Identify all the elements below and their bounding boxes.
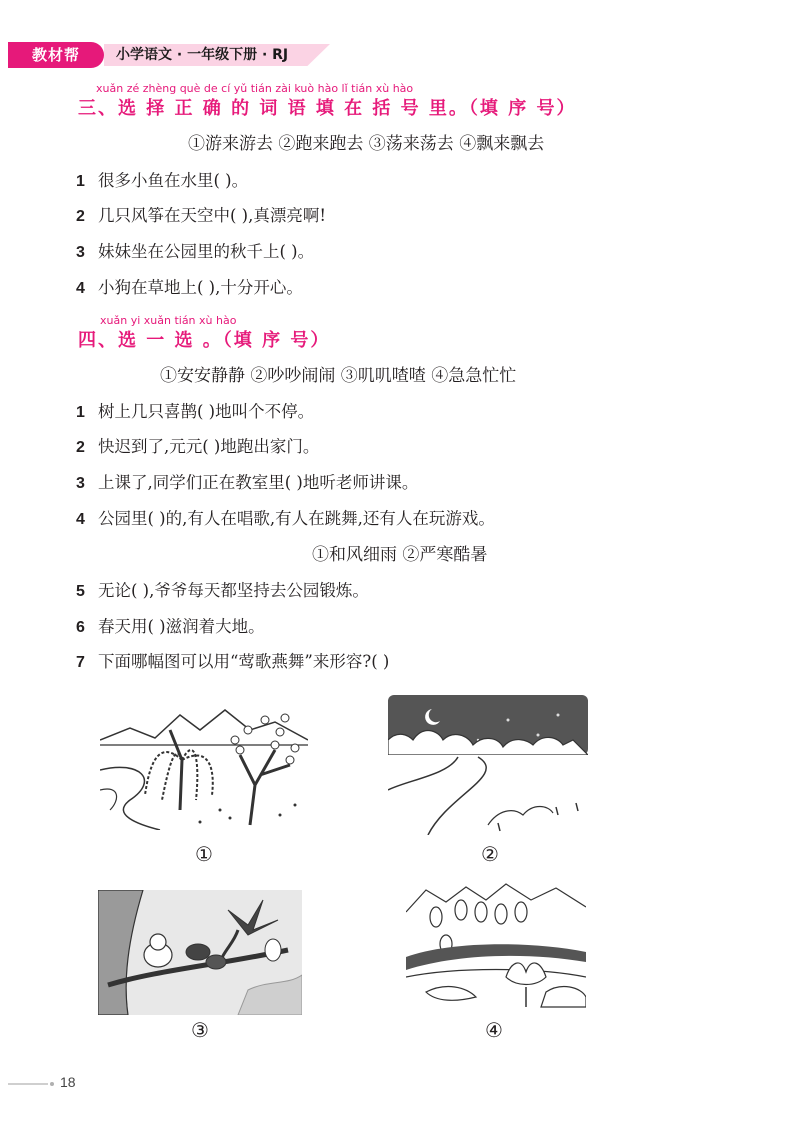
section4-question bbox=[76, 651, 389, 674]
brand-tag: 教材帮 bbox=[8, 42, 104, 68]
section3-pinyin: xuǎn zé zhèng què de cí yǔ tián zài kuò hào lǐ tián xù hào bbox=[96, 82, 414, 95]
question-number: 2 bbox=[76, 439, 85, 456]
section4-pinyin: xuǎn yi xuǎn tián xù hào bbox=[100, 314, 237, 327]
section4-question bbox=[76, 508, 495, 531]
question-text: 无论( ),爷爷每天都坚持去公园锻炼。 bbox=[98, 581, 369, 600]
question-text: 妹妹坐在公园里的秋千上( )。 bbox=[98, 242, 315, 261]
question-text: 树上几只喜鹊( )地叫个不停。 bbox=[98, 402, 315, 421]
picture-night-scene bbox=[388, 695, 588, 835]
question-text: 几只风筝在天空中( ),真漂亮啊! bbox=[98, 206, 326, 225]
section3-question bbox=[76, 277, 303, 300]
section4-question bbox=[76, 580, 369, 603]
section4-question bbox=[76, 401, 314, 424]
picture-label: ② bbox=[481, 842, 499, 866]
question-text: 小狗在草地上( ),十分开心。 bbox=[98, 278, 303, 297]
footer-rule bbox=[8, 1083, 48, 1085]
question-text: 春天用( )滋润着大地。 bbox=[98, 617, 265, 636]
question-number: 3 bbox=[76, 244, 85, 261]
book-title: 小学语文 · 一年级下册 · RJ bbox=[116, 47, 289, 63]
section3-question bbox=[76, 170, 248, 193]
section4-title: 四、选 一 选 。（填 序 号） bbox=[78, 330, 331, 351]
question-number: 1 bbox=[76, 404, 85, 421]
section3-options: ①游来游去 ②跑来跑去 ③荡来荡去 ④飘来飘去 bbox=[188, 134, 545, 154]
question-text: 下面哪幅图可以用“莺歌燕舞”来形容?( ) bbox=[98, 652, 390, 671]
section4-question bbox=[76, 472, 418, 495]
picture-label: ③ bbox=[191, 1018, 209, 1042]
question-number: 2 bbox=[76, 208, 85, 225]
picture-label: ① bbox=[195, 842, 213, 866]
picture-lotus-pond bbox=[406, 882, 586, 1012]
section4-question bbox=[76, 436, 319, 459]
section4-question bbox=[76, 616, 265, 639]
section3-title: 三、选 择 正 确 的 词 语 填 在 括 号 里。（填 序 号） bbox=[78, 98, 577, 119]
picture-birds-branch bbox=[98, 890, 302, 1015]
question-number: 1 bbox=[76, 173, 85, 190]
section4-options2: ①和风细雨 ②严寒酷暑 bbox=[312, 545, 488, 565]
page-number: 18 bbox=[60, 1074, 76, 1090]
picture-willow-blossom bbox=[100, 700, 308, 830]
question-text: 快迟到了,元元( )地跑出家门。 bbox=[98, 437, 320, 456]
question-number: 4 bbox=[76, 280, 85, 297]
question-number: 7 bbox=[76, 654, 85, 671]
question-number: 4 bbox=[76, 511, 85, 528]
question-number: 5 bbox=[76, 583, 85, 600]
footer-dot bbox=[50, 1082, 54, 1086]
section3-question bbox=[76, 241, 314, 264]
question-number: 6 bbox=[76, 619, 85, 636]
section3-question bbox=[76, 205, 326, 228]
question-text: 很多小鱼在水里( )。 bbox=[98, 171, 249, 190]
picture-label: ④ bbox=[485, 1018, 503, 1042]
question-text: 公园里( )的,有人在唱歌,有人在跳舞,还有人在玩游戏。 bbox=[98, 509, 495, 528]
section4-options1: ①安安静静 ②吵吵闹闹 ③叽叽喳喳 ④急急忙忙 bbox=[160, 366, 517, 386]
question-text: 上课了,同学们正在教室里( )地听老师讲课。 bbox=[98, 473, 419, 492]
question-number: 3 bbox=[76, 475, 85, 492]
